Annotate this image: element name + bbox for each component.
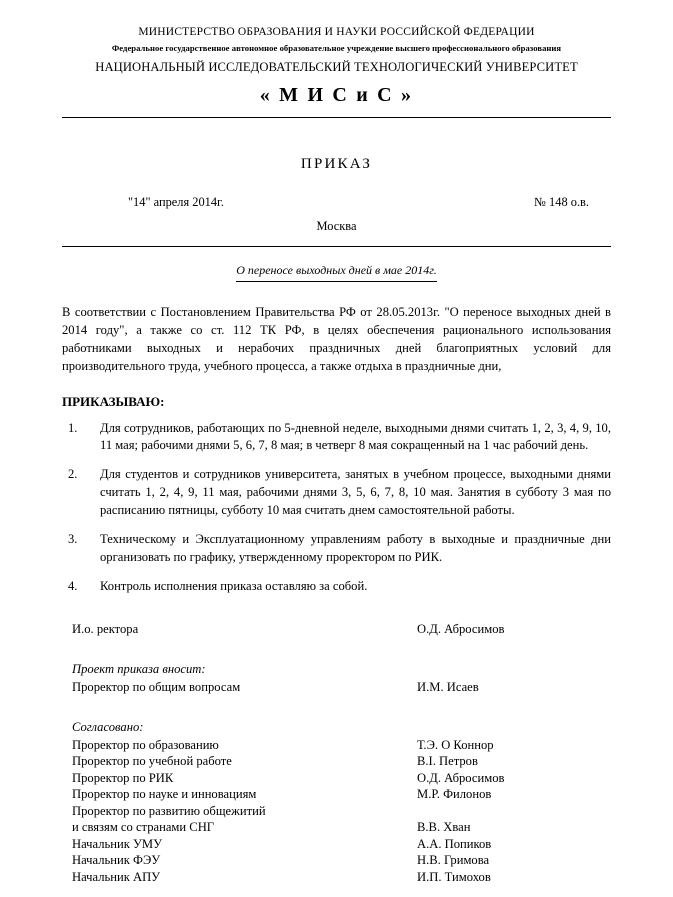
draft-label: Проект приказа вносит: (72, 661, 206, 676)
rector-signature-row (62, 622, 611, 637)
signature-spacer-1 (62, 640, 611, 662)
item-text: Техническому и Эксплуатационному управлениям работу в выходные и праздничные дни организовать по графику, утвержденному проректором по РИК. (100, 531, 611, 564)
meta-divider (62, 246, 611, 247)
approval-name: О.Д. Абросимов (417, 770, 505, 785)
order-items-list (62, 420, 611, 596)
approval-role: Проректор по учебной работе (72, 754, 232, 768)
item-number: 3. (68, 531, 78, 546)
document-city: Москва (316, 219, 357, 233)
list-item (62, 420, 611, 456)
approval-role: Начальник АПУ (72, 869, 161, 884)
document-meta-row (62, 195, 611, 210)
ministry-line: МИНИСТЕРСТВО ОБРАЗОВАНИЯ И НАУКИ РОССИЙСКОЙ ФЕДЕРАЦИИ (138, 26, 535, 38)
item-number: 1. (68, 420, 78, 435)
signature-spacer-2 (62, 698, 611, 720)
approval-row (62, 853, 611, 868)
approval-name: Н.В. Гримова (417, 853, 490, 867)
list-item (62, 531, 611, 567)
document-type: ПРИКАЗ (300, 156, 373, 172)
approved-label: Согласовано: (72, 719, 144, 734)
approval-name: В.І. Петров (417, 754, 478, 768)
approval-role: Начальник УМУ (72, 836, 163, 851)
approval-row (62, 870, 611, 885)
approval-role: Проректор по развитию общежитий (72, 803, 266, 818)
rector-role: И.о. ректора (72, 621, 139, 636)
approval-row (62, 820, 611, 835)
rector-name: О.Д. Абросимов (417, 621, 505, 636)
approval-row (62, 837, 611, 852)
approval-name: Т.Э. О Коннор (417, 737, 494, 752)
list-item (62, 466, 611, 520)
approval-role: Проректор по науке и инновациям (72, 787, 257, 801)
approval-role: Проректор по образованию (72, 737, 219, 752)
draft-role: Проректор по общим вопросам (72, 679, 241, 694)
founder-line: Федеральное государственное автономное образовательное учреждение высшего профессионального образования (111, 43, 562, 53)
order-keyword: ПРИКАЗЫВАЮ: (62, 393, 165, 409)
university-short-name: « М И С и С » (259, 84, 414, 106)
approval-name: В.В. Хван (417, 820, 471, 834)
preamble-text: В соответствии с Постановлением Правительства РФ от 28.05.2013г. "О переносе выходных дней в 2014 году", а также со ст. 112 ТК РФ, в целях обеспечения рационального использования работниками выходных и нерабочих праздничных дней благоприятных условий для производительного труда, учебного процесса, а также отдыха в праздничные дни, (62, 305, 611, 373)
item-text: Контроль исполнения приказа оставляю за собой. (100, 578, 368, 593)
item-number: 4. (68, 578, 78, 593)
item-text: Для сотрудников, работающих по 5-дневной неделе, выходными днями считать 1, 2, 3, 4, 9, 10, 11 мая; рабочими днями 5, 6, 7, 8 мая; в четверг 8 мая сокращенный на 1 час рабочий день. (100, 420, 611, 453)
signature-block (62, 622, 611, 885)
approval-name: И.П. Тимохов (417, 869, 491, 884)
document-date: "14" апреля 2014г. (128, 195, 224, 209)
document-number: № 148 о.в. (534, 195, 589, 209)
draft-signature-row (62, 680, 611, 695)
approval-role: Начальник ФЭУ (72, 853, 161, 867)
approval-row (62, 787, 611, 802)
item-text: Для студентов и сотрудников университета, занятых в учебном процессе, выходными днями считать 1, 2, 4, 9, 11 мая, рабочими днями 3, 5, 6, 7, 8, 10 мая. Занятия в субботу 3 мая по расписанию пятницы, субботу 10 мая считать днем самостоятельной работы. (100, 467, 611, 517)
header-divider (62, 117, 611, 118)
document-header (62, 26, 611, 107)
approval-name: М.Р. Филонов (417, 787, 492, 801)
approval-row (62, 804, 611, 819)
approval-row (62, 771, 611, 786)
document-subject: О переносе выходных дней в мае 2014г. (236, 263, 437, 282)
list-item (62, 578, 611, 596)
approval-role: Проректор по РИК (72, 770, 174, 785)
approval-name (417, 804, 611, 819)
approval-name: А.А. Попиков (417, 836, 492, 851)
university-line: НАЦИОНАЛЬНЫЙ ИССЛЕДОВАТЕЛЬСКИЙ ТЕХНОЛОГИЧЕСКИЙ УНИВЕРСИТЕТ (95, 60, 578, 74)
approval-row (62, 754, 611, 769)
approval-row (62, 738, 611, 753)
item-number: 2. (68, 467, 78, 482)
draft-name: И.М. Исаев (417, 679, 479, 694)
approval-role: и связям со странами СНГ (72, 820, 215, 834)
document-subject-wrap (62, 261, 611, 282)
